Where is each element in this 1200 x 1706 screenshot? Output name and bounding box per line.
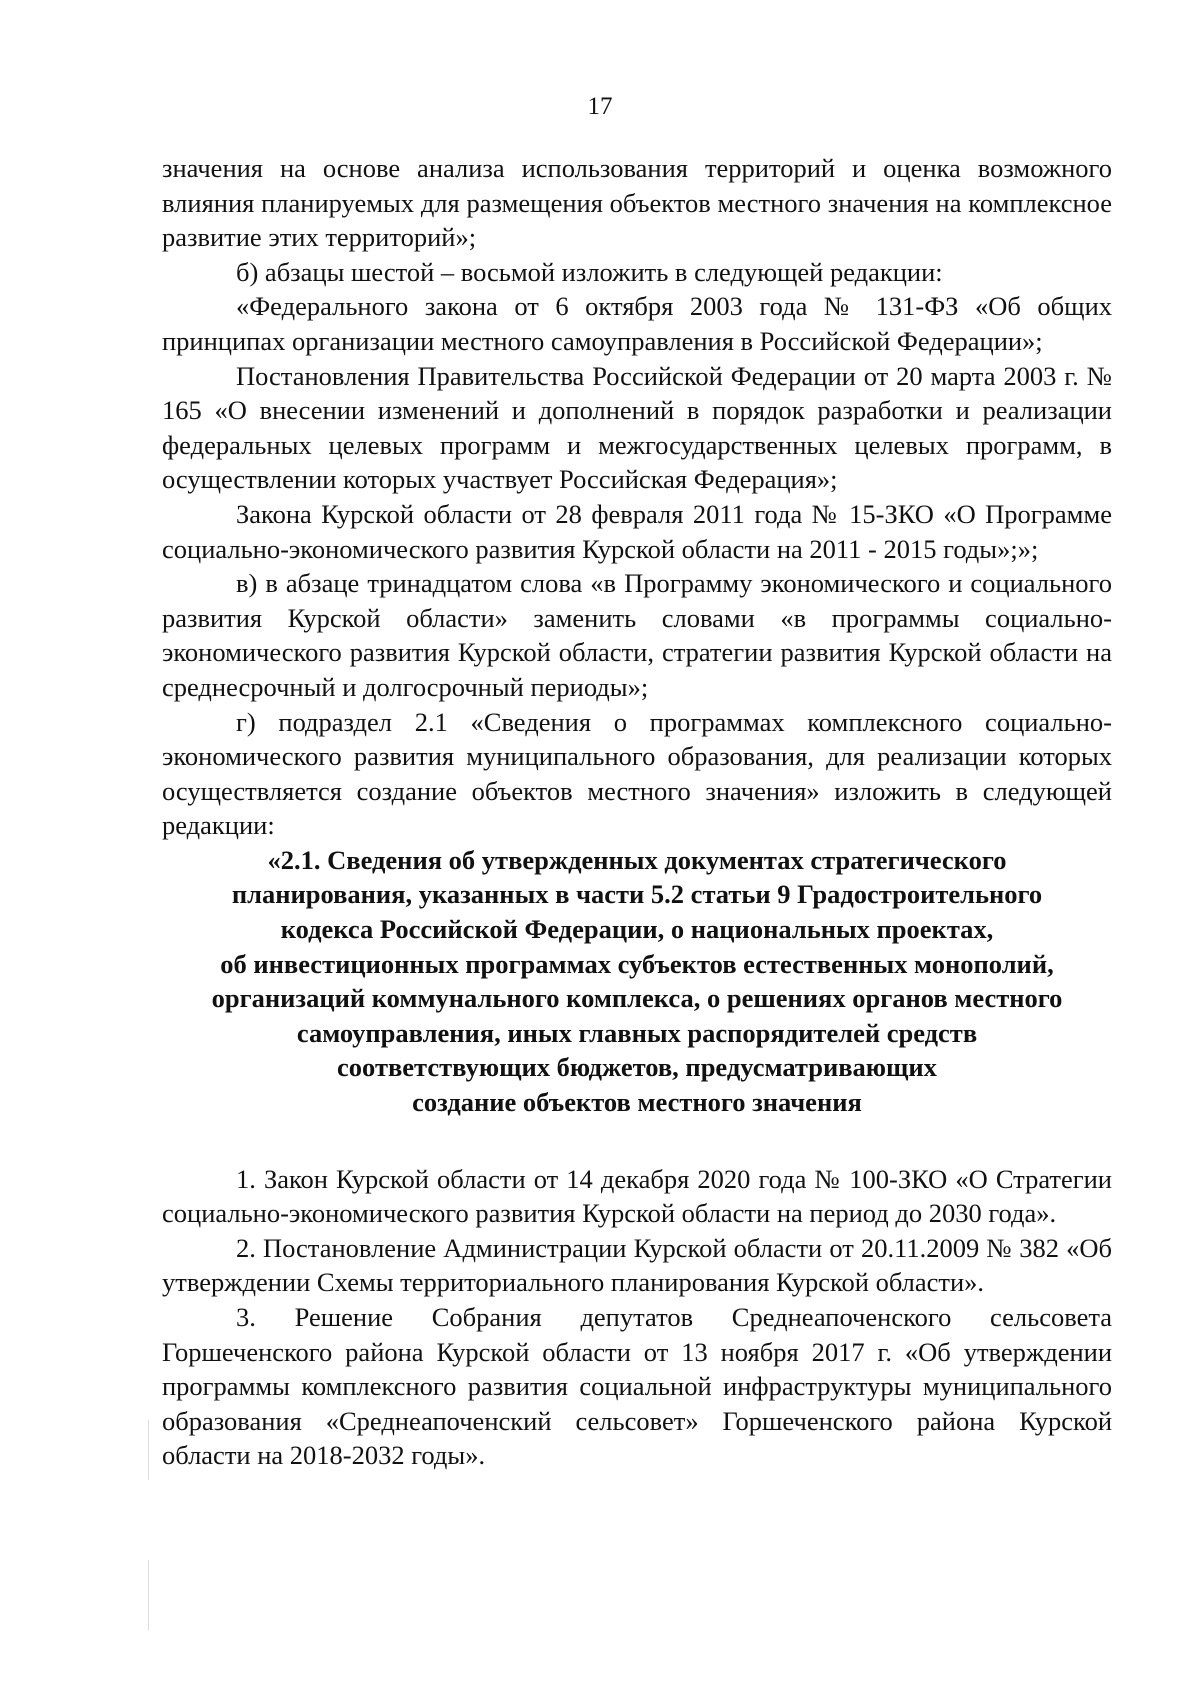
paragraph: г) подраздел 2.1 «Сведения о программах комплексного социально-экономического развития муниципального образования, для реализации которых осуществляется создание объектов местного значения» изложить в следующей редакции:	[162, 706, 1112, 841]
heading-line: организаций коммунального комплекса, о решениях органов местного	[211, 983, 1063, 1014]
list-item: 2. Постановление Администрации Курской области от 20.11.2009 № 382 «Об утверждении Схемы территориального планирования Курской области».	[162, 1232, 1112, 1298]
section-heading	[162, 843, 1112, 1120]
paragraphs-before-heading	[162, 151, 1112, 843]
list-item: 1. Закон Курской области от 14 декабря 2020 года № 100-ЗКО «О Стратегии социально-экономического развития Курской области на период до 2030 года».	[162, 1163, 1112, 1229]
paragraph: значения на основе анализа использования территорий и оценка возможного влияния планируемых для размещения объектов местного значения на комплексное развитие этих территорий»;	[162, 153, 1112, 253]
paragraph: «Федерального закона от 6 октября 2003 года № 131-ФЗ «Об общих принципах организации местного самоуправления в Российской Федерации»;	[162, 291, 1112, 356]
heading-line: соответствующих бюджетов, предусматривающих	[337, 1052, 937, 1083]
page-number: 17	[587, 93, 613, 120]
numbered-list	[162, 1162, 1112, 1473]
spacer	[162, 1120, 1112, 1162]
heading-line: планирования, указанных в части 5.2 статьи 9 Градостроительного	[231, 879, 1043, 910]
document-body	[162, 151, 1112, 1473]
paragraph: б) абзацы шестой – восьмой изложить в следующей редакции:	[236, 256, 943, 287]
heading-line: об инвестиционных программах субъектов естественных монополий,	[220, 948, 1054, 979]
paragraph: Постановления Правительства Российской Федерации от 20 марта 2003 г. № 165 «О внесении изменений и дополнений в порядок разработки и реализации федеральных целевых программ и межгосударственных целевых программ, в осуществлении которых участвует Российская Федерация»;	[162, 360, 1112, 495]
heading-line: создание объектов местного значения	[412, 1087, 862, 1118]
list-item: 3. Решение Собрания депутатов Среднеапоченского сельсовета Горшеченского района Курской области от 13 ноября 2017 г. «Об утверждении программы комплексного развития социальной инфраструктуры муниципального образования «Среднеапоченский сельсовет» Горшеченского района Курской области на 2018-2032 годы».	[162, 1302, 1112, 1471]
heading-line: самоуправления, иных главных распорядителей средств	[296, 1017, 978, 1048]
scan-margin-line	[148, 1560, 149, 1630]
heading-line: «2.1. Сведения об утвержденных документах стратегического	[267, 844, 1007, 875]
paragraph: Закона Курской области от 28 февраля 2011 года № 15-ЗКО «О Программе социально-экономического развития Курской области на 2011 - 2015 годы»;»;	[162, 498, 1112, 564]
scan-margin-line	[148, 1420, 149, 1480]
heading-line: кодекса Российской Федерации, о национальных проектах,	[280, 914, 994, 945]
paragraph: в) в абзаце тринадцатом слова «в Программу экономического и социального развития Курской области» заменить словами «в программы социально-экономического развития Курской области, стратегии развития Курской области на среднесрочный и долгосрочный периоды»;	[162, 568, 1112, 702]
